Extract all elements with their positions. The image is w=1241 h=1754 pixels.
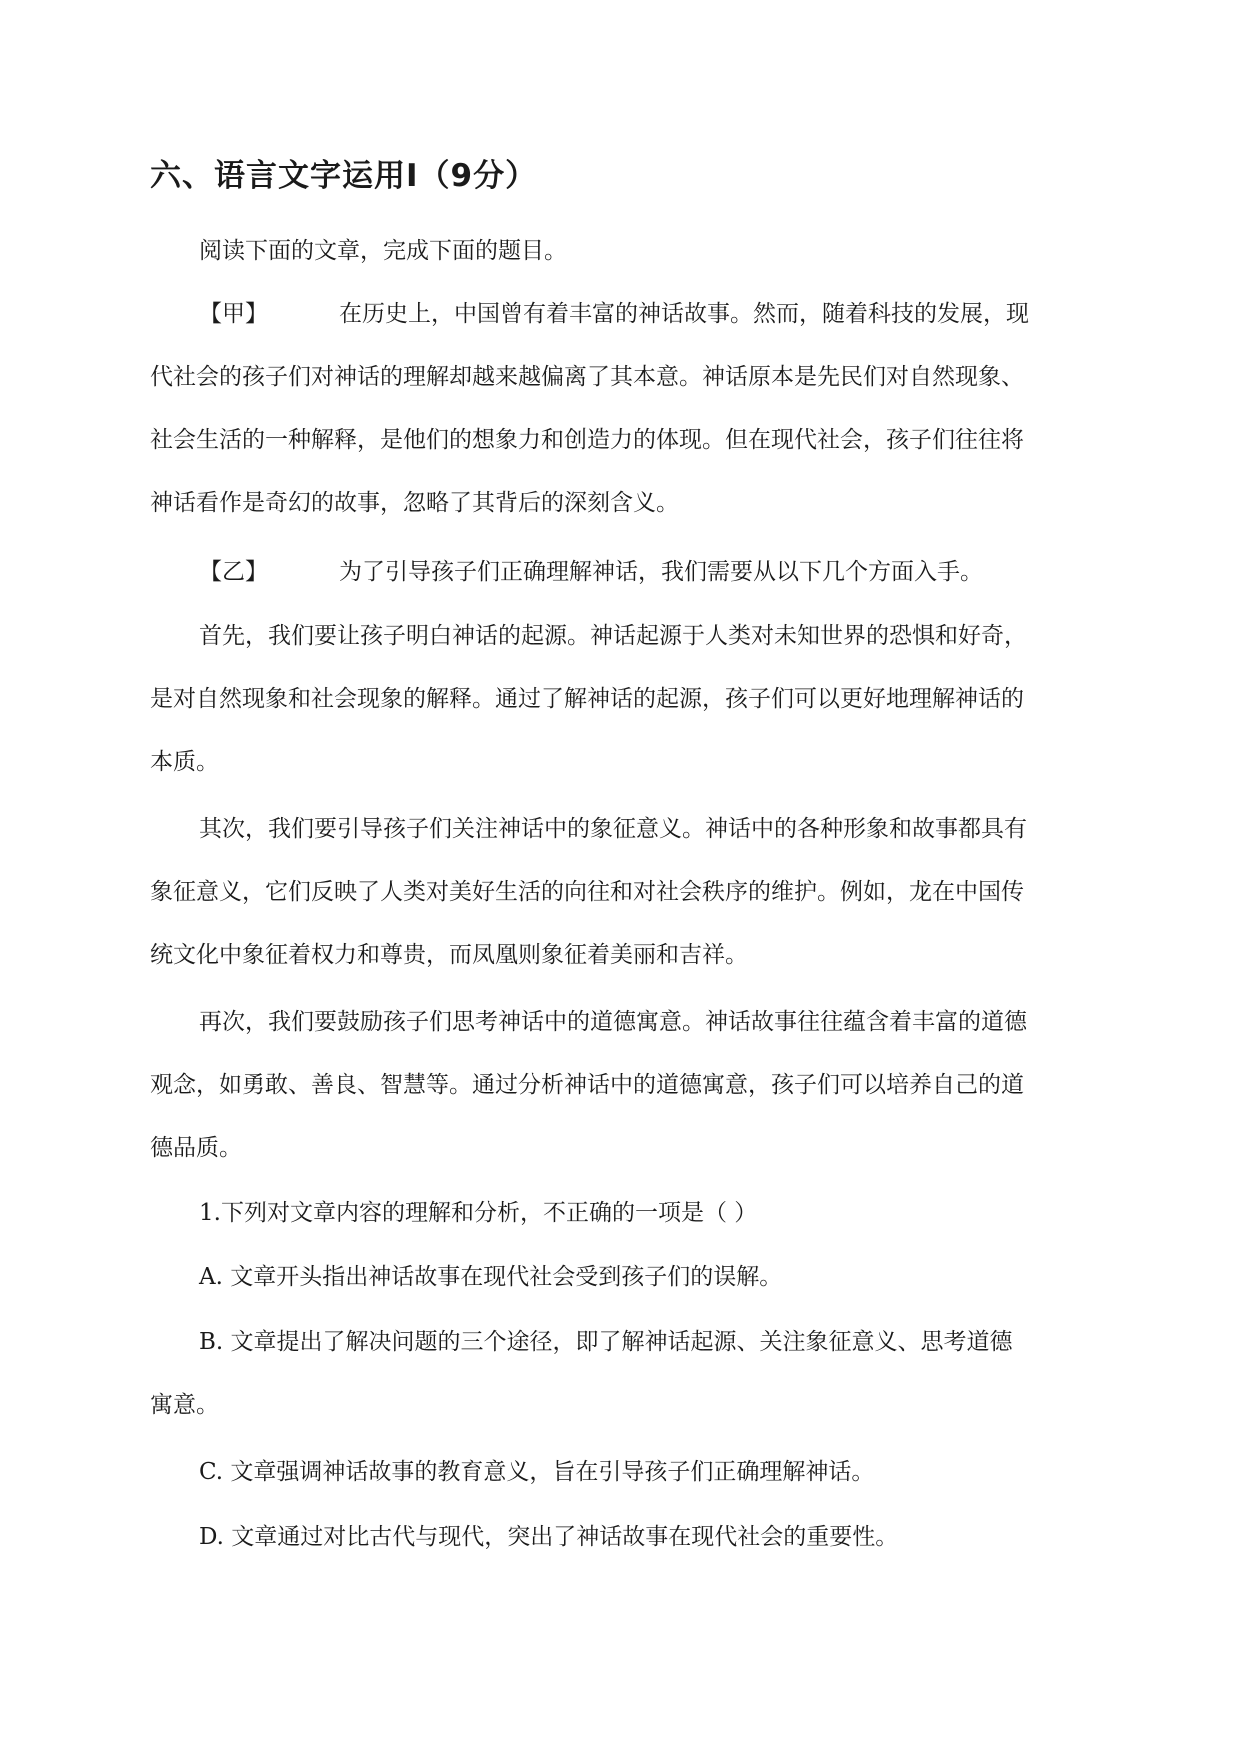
passage-b-para1-line-1: 首先，我们要让孩子明白神话的起源。神话起源于人类对未知世界的恐惧和好奇， xyxy=(199,623,1027,649)
passage-b-para1-line-3: 本质。 xyxy=(150,749,219,775)
passage-a-line-1 xyxy=(199,299,1029,329)
section-title: 六、语言文字运用Ⅰ（9分） xyxy=(150,158,538,194)
option-b-line-2: 寓意。 xyxy=(150,1392,219,1418)
passage-b-para2-line-3: 统文化中象征着权力和尊贵，而凤凰则象征着美丽和吉祥。 xyxy=(150,942,748,968)
passage-b-intro-line xyxy=(199,557,983,587)
passage-b-para3-line-1: 再次，我们要鼓励孩子们思考神话中的道德寓意。神话故事往往蕴含着丰富的道德 xyxy=(199,1009,1027,1035)
option-d: D. 文章通过对比古代与现代，突出了神话故事在现代社会的重要性。 xyxy=(199,1524,899,1550)
passage-a-line-4: 神话看作是奇幻的故事，忽略了其背后的深刻含义。 xyxy=(150,490,679,516)
passage-a-text-1: 在历史上，中国曾有着丰富的神话故事。然而，随着科技的发展，现 xyxy=(339,301,1029,327)
passage-a-tag: 【甲】 xyxy=(199,301,268,327)
passage-b-para2-line-1: 其次，我们要引导孩子们关注神话中的象征意义。神话中的各种形象和故事都具有 xyxy=(199,816,1027,842)
question-stem: 1.下列对文章内容的理解和分析，不正确的一项是（ ） xyxy=(199,1200,758,1226)
passage-b-para2-line-2: 象征意义，它们反映了人类对美好生活的向往和对社会秩序的维护。例如，龙在中国传 xyxy=(150,879,1024,905)
passage-b-para3-line-2: 观念，如勇敢、善良、智慧等。通过分析神话中的道德寓意，孩子们可以培养自己的道 xyxy=(150,1072,1024,1098)
option-c: C. 文章强调神话故事的教育意义，旨在引导孩子们正确理解神话。 xyxy=(199,1459,875,1485)
passage-b-intro: 为了引导孩子们正确理解神话，我们需要从以下几个方面入手。 xyxy=(339,559,983,585)
passage-a-line-2: 代社会的孩子们对神话的理解却越来越偏离了其本意。神话原本是先民们对自然现象、 xyxy=(150,364,1024,390)
option-a: A. 文章开头指出神话故事在现代社会受到孩子们的误解。 xyxy=(199,1264,783,1290)
passage-b-para3-line-3: 德品质。 xyxy=(150,1135,242,1161)
passage-b-tag: 【乙】 xyxy=(199,559,268,585)
passage-b-para1-line-2: 是对自然现象和社会现象的解释。通过了解神话的起源，孩子们可以更好地理解神话的 xyxy=(150,686,1024,712)
option-b-line-1: B. 文章提出了解决问题的三个途径，即了解神话起源、关注象征意义、思考道德 xyxy=(199,1329,1013,1355)
instruction-text: 阅读下面的文章，完成下面的题目。 xyxy=(199,238,567,264)
passage-a-line-3: 社会生活的一种解释，是他们的想象力和创造力的体现。但在现代社会，孩子们往往将 xyxy=(150,427,1024,453)
